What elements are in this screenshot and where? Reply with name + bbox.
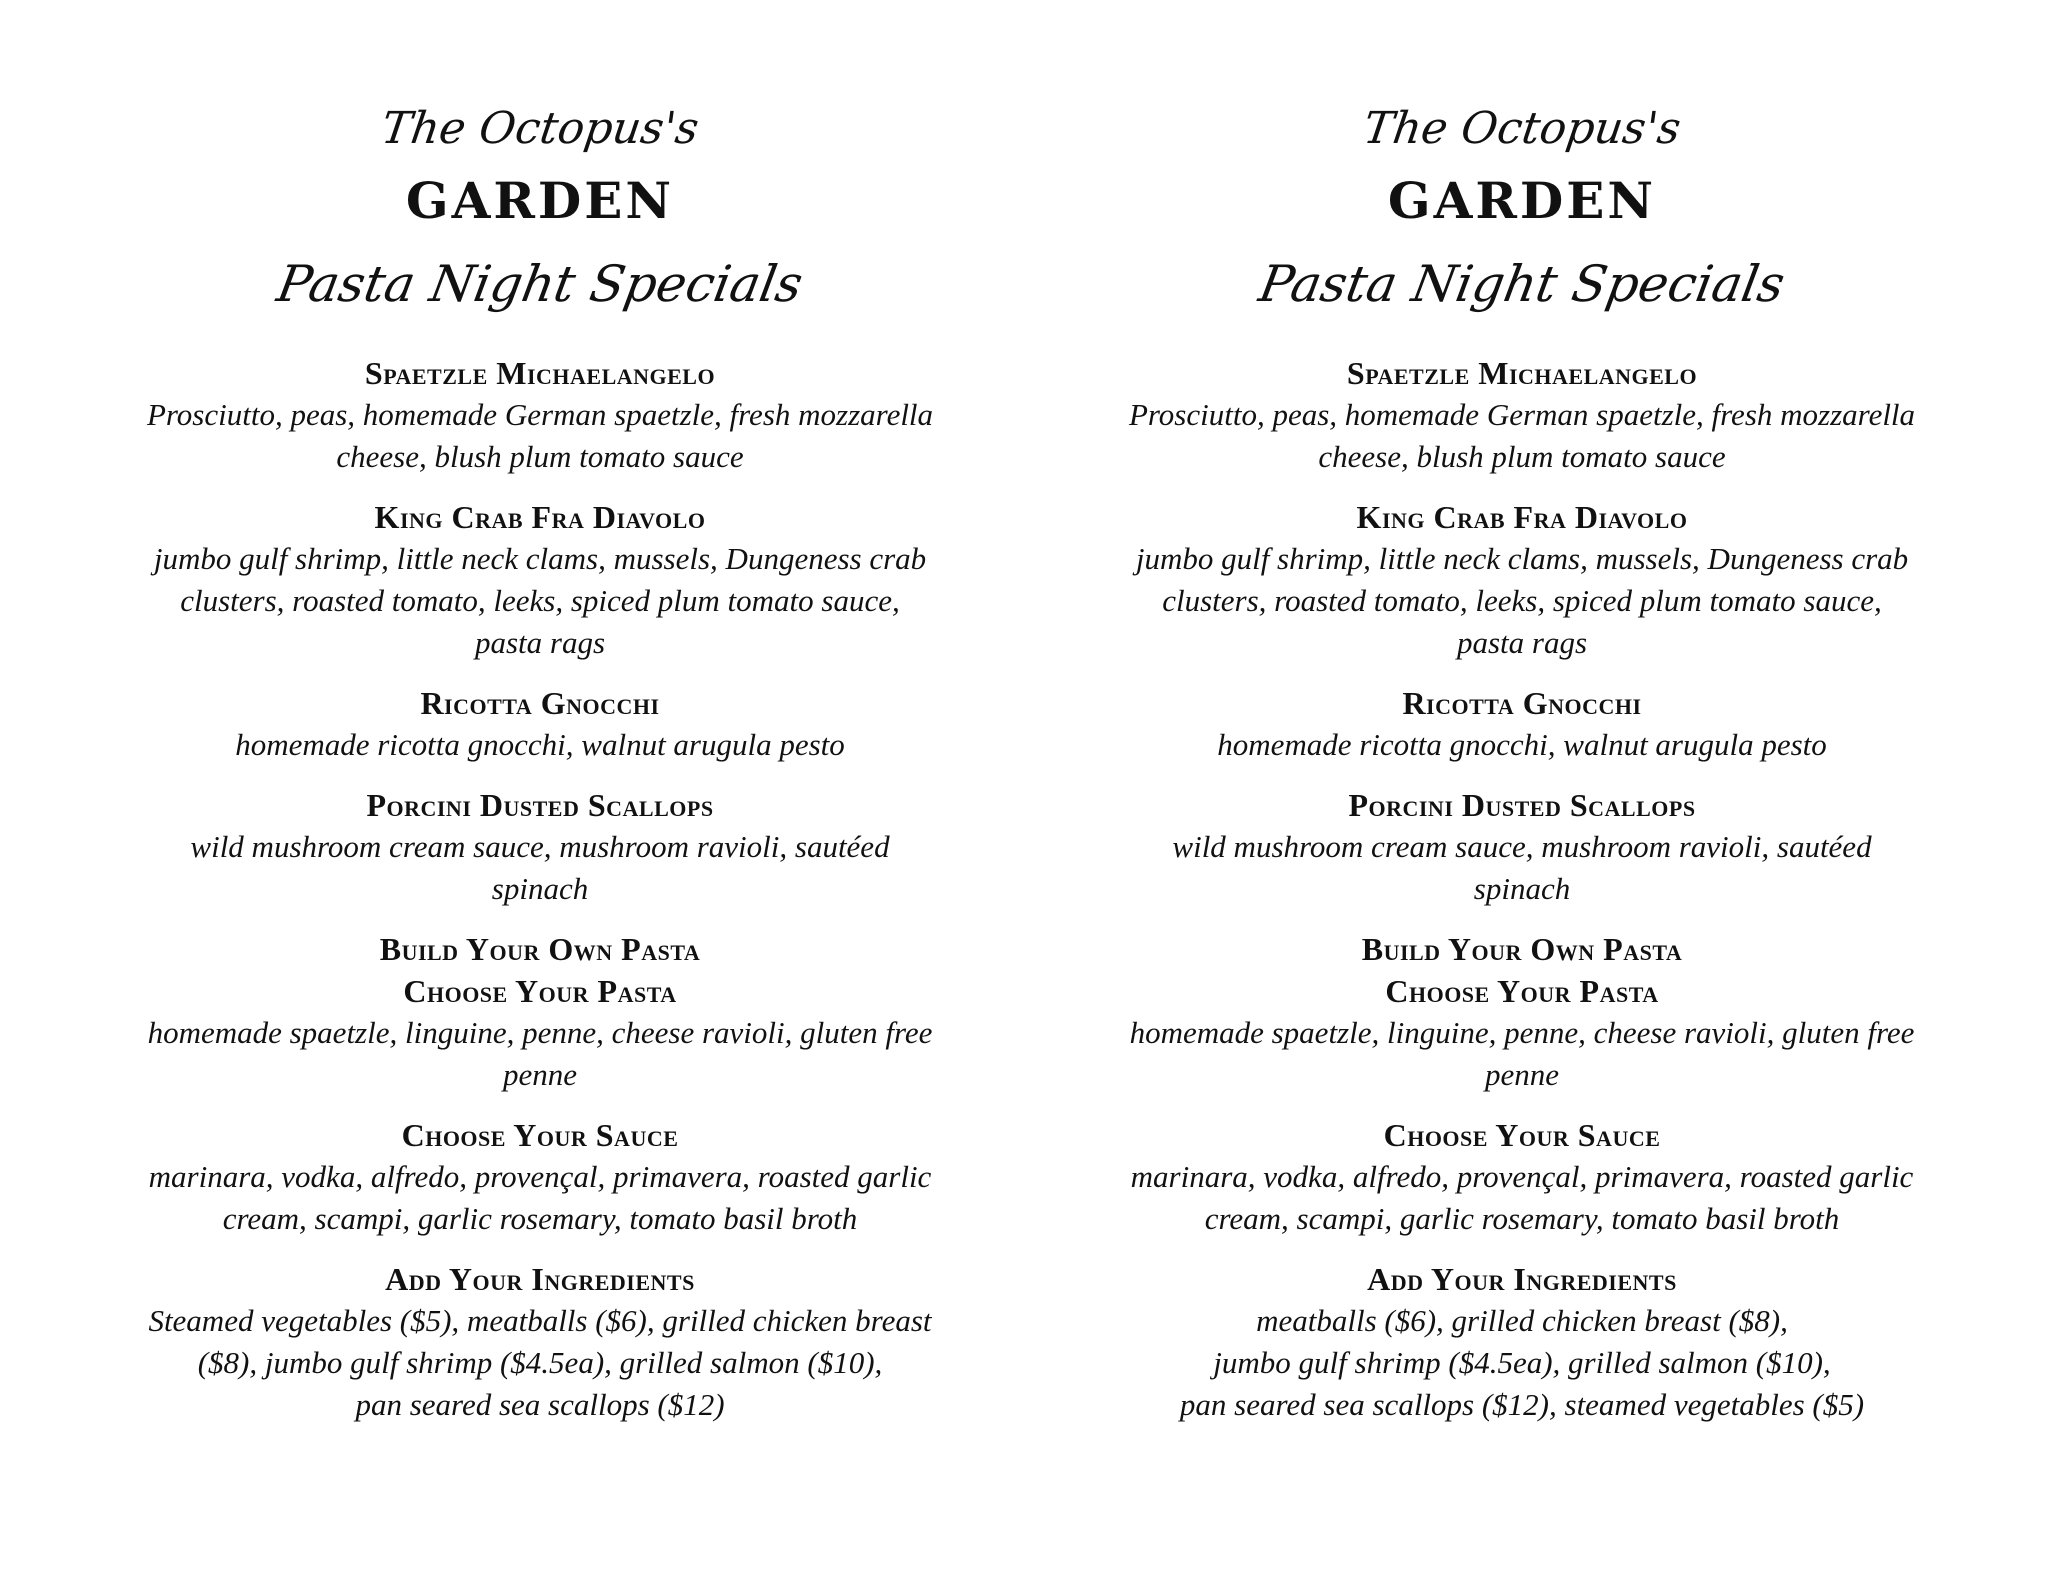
menu-item-title: Porcini Dusted Scallops [1348, 787, 1696, 823]
restaurant-name-line2: GARDEN [405, 171, 675, 230]
menu-item [70, 352, 1010, 478]
menu-item [70, 496, 1010, 664]
menu-item-description-line: wild mushroom cream sauce, mushroom ravioli, sautéed [1172, 829, 1872, 864]
menu-item-description-line: Prosciutto, peas, homemade German spaetzle, fresh mozzarella [146, 397, 934, 432]
menu-item-title: Add Your Ingredients [385, 1261, 695, 1297]
menu-item-description-line: jumbo gulf shrimp ($4.5ea), grilled salmon ($10), [1213, 1345, 1831, 1380]
menu-item [1052, 352, 1992, 478]
menu-item-title: Add Your Ingredients [1367, 1261, 1677, 1297]
menu-item [1052, 682, 1992, 766]
menu-heading: Pasta Night Specials [272, 255, 808, 313]
menu-item [1052, 1258, 1992, 1426]
menu-item-title: Choose Your Sauce [401, 1117, 679, 1153]
menu-item-title: Spaetzle Michaelangelo [1346, 355, 1698, 391]
restaurant-name-line1: The Octopus's [378, 103, 702, 154]
menu-item-subtitle: Choose Your Pasta [1385, 973, 1659, 1009]
menu-item-title: Build Your Own Pasta [379, 931, 701, 967]
menu-item-description-line: clusters, roasted tomato, leeks, spiced plum tomato sauce, [1162, 583, 1882, 618]
menu-item [1052, 784, 1992, 910]
menu-item-description-line: pan seared sea scallops ($12), steamed vegetables ($5) [1179, 1387, 1865, 1422]
menu-items [1052, 352, 1992, 1426]
menu-item-description-line: homemade ricotta gnocchi, walnut arugula pesto [1217, 727, 1827, 762]
menu-item-description-line: cream, scampi, garlic rosemary, tomato basil broth [1204, 1201, 1840, 1236]
restaurant-name-line1: The Octopus's [1360, 103, 1684, 154]
menu-heading: Pasta Night Specials [1254, 255, 1790, 313]
menu-item [70, 1114, 1010, 1240]
restaurant-name-line2: GARDEN [1387, 171, 1657, 230]
menu-item-description-line: cheese, blush plum tomato sauce [1318, 439, 1726, 474]
menu-item-description-line: Prosciutto, peas, homemade German spaetzle, fresh mozzarella [1128, 397, 1916, 432]
menu-item-title: King Crab Fra Diavolo [374, 499, 706, 535]
menu-item-title: Spaetzle Michaelangelo [364, 355, 716, 391]
menu-item-description-line: cheese, blush plum tomato sauce [336, 439, 744, 474]
menu-item-title: Ricotta Gnocchi [420, 685, 660, 721]
menu-item-description-line: wild mushroom cream sauce, mushroom ravioli, sautéed [190, 829, 890, 864]
menu-item-description-line: meatballs ($6), grilled chicken breast ($8), [1256, 1303, 1788, 1338]
menu-item-description-line: penne [1484, 1057, 1560, 1092]
menu-item-description-line: ($8), jumbo gulf shrimp ($4.5ea), grilled salmon ($10), [197, 1345, 883, 1380]
menu-item-title: King Crab Fra Diavolo [1356, 499, 1688, 535]
right-menu-panel [1052, 100, 1992, 1444]
menu-item [1052, 1114, 1992, 1240]
menu-item-description-line: clusters, roasted tomato, leeks, spiced plum tomato sauce, [180, 583, 900, 618]
left-menu-panel [70, 100, 1010, 1444]
menu-item-description-line: marinara, vodka, alfredo, provençal, primavera, roasted garlic [148, 1159, 932, 1194]
menu-item [70, 784, 1010, 910]
menu-item-description-line: jumbo gulf shrimp, little neck clams, mussels, Dungeness crab [153, 541, 927, 576]
menu-item-description-line: jumbo gulf shrimp, little neck clams, mussels, Dungeness crab [1135, 541, 1909, 576]
menu-item-description-line: pasta rags [1456, 625, 1588, 660]
menu-item-title: Choose Your Sauce [1383, 1117, 1661, 1153]
menu-item [70, 928, 1010, 1096]
menu-item-subtitle: Choose Your Pasta [403, 973, 677, 1009]
menu-item-description-line: penne [502, 1057, 578, 1092]
menu-item-description-line: homemade spaetzle, linguine, penne, cheese ravioli, gluten free [147, 1015, 933, 1050]
menu-item [70, 1258, 1010, 1426]
menu-item-description-line: marinara, vodka, alfredo, provençal, primavera, roasted garlic [1130, 1159, 1914, 1194]
menu-item-title: Build Your Own Pasta [1361, 931, 1683, 967]
menu-item-description-line: pasta rags [474, 625, 606, 660]
menu-item-description-line: cream, scampi, garlic rosemary, tomato basil broth [222, 1201, 858, 1236]
menu-item [1052, 496, 1992, 664]
menu-item-title: Porcini Dusted Scallops [366, 787, 714, 823]
menu-item-description-line: homemade ricotta gnocchi, walnut arugula pesto [235, 727, 845, 762]
menu-item-description-line: homemade spaetzle, linguine, penne, cheese ravioli, gluten free [1129, 1015, 1915, 1050]
menu-item-description-line: Steamed vegetables ($5), meatballs ($6), grilled chicken breast [148, 1303, 932, 1338]
menu-item-title: Ricotta Gnocchi [1402, 685, 1642, 721]
menu-item-description-line: pan seared sea scallops ($12) [355, 1387, 725, 1422]
menu-item [1052, 928, 1992, 1096]
menu-item-description-line: spinach [1473, 871, 1571, 906]
menu-item [70, 682, 1010, 766]
menu-items [70, 352, 1010, 1426]
menu-item-description-line: spinach [491, 871, 589, 906]
